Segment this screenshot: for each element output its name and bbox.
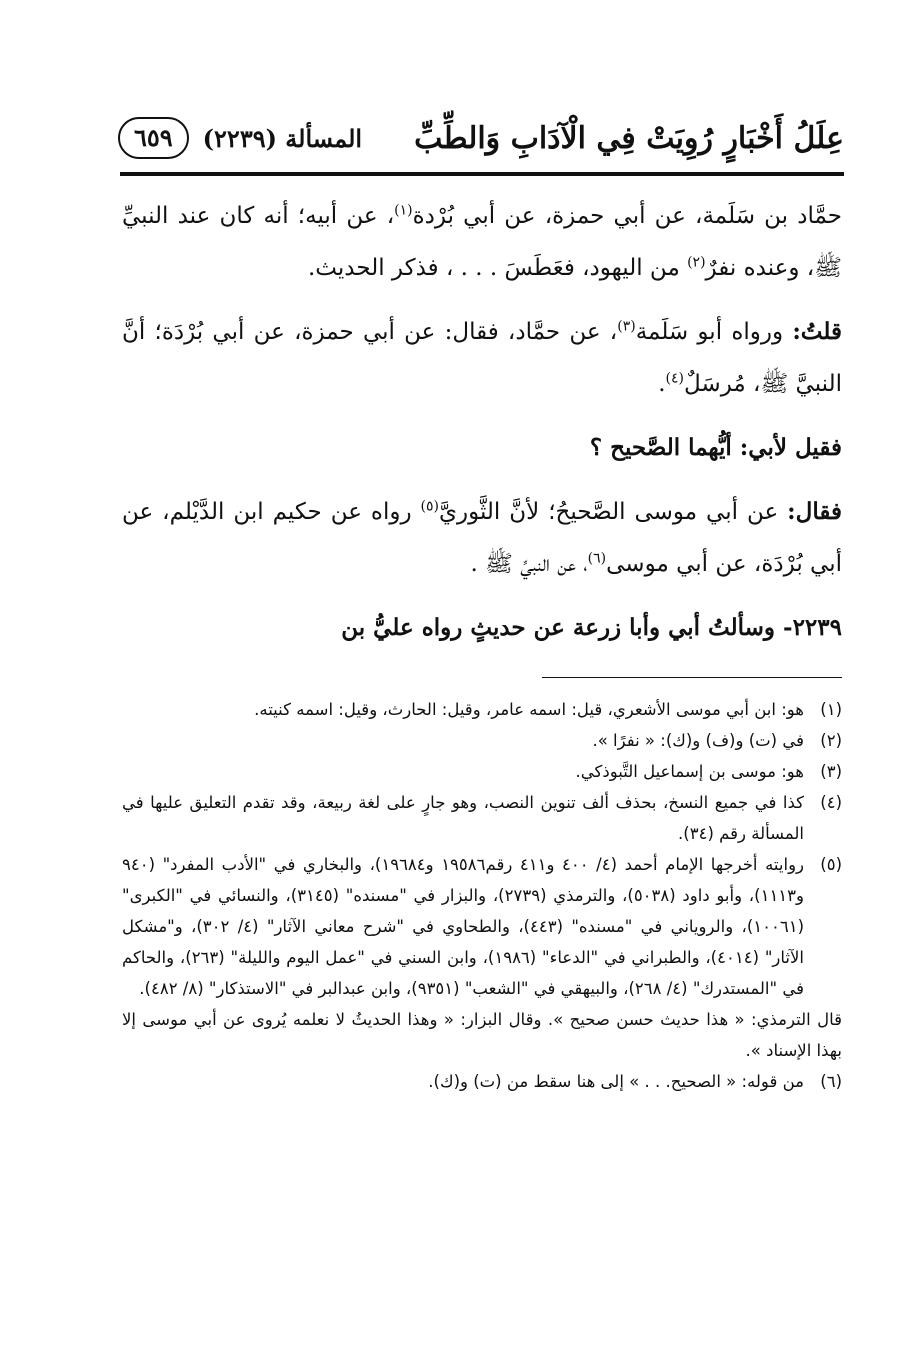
paragraph-author-note <box>122 306 842 410</box>
text-run: . <box>658 371 666 397</box>
footnote-5 <box>122 849 842 1004</box>
paragraph-answer <box>122 486 842 590</box>
footnote-6 <box>122 1066 842 1097</box>
footnote-text: كذا في جميع النسخ، بحذف ألف تنوين النصب، وهو جارٍ على لغة ربيعة، وقد تقدم التعليق عليها في المسألة رقم (٣٤). <box>122 793 804 843</box>
paragraph-next-entry <box>122 602 842 654</box>
text-run: ، عن أبيه؛ أنه كان عند النبيِّ ﷺ، وعنده نفرٌ <box>122 203 842 281</box>
footnote-number: (٦) <box>820 1072 842 1091</box>
footnote-ref: (١) <box>394 202 413 219</box>
footnote-text: في (ت) و(ف) و(ك): « نفرًا ». <box>592 731 804 750</box>
header-rule <box>120 172 844 176</box>
page-header <box>118 112 844 164</box>
lead-word: فقال: <box>787 498 842 525</box>
paragraph-isnad <box>122 190 842 294</box>
paragraph-question <box>122 422 842 474</box>
footnote-text: روايته أخرجها الإمام أحمد (٤/ ٤٠٠ و٤١١ رقم١٩٥٨٦ و١٩٦٨٤)، والبخاري في "الأدب المفرد" (٩٤٠ و١١١٣)، وأبو داود (٥٠٣٨)، والترمذي (٢٧٣٩)، والبزار في "مسنده" (٣١٤٥)، والنسائي في "الكبرى" (١٠٠٦١)، والروياني في "مسنده" (٤٤٣)، والطحاوي في "شرح معاني الآثار" (٤/ ٣٠٢)، و"مشكل الآثار" (٤٠١٤)، والطبراني في "الدعاء" (١٩٨٦)، وابن السني في "عمل اليوم والليلة" (٢٦٣)، والحاكم في "المستدرك" (٤/ ٢٦٨)، والبيهقي في "الشعب" (٩٣٥١)، وابن عبدالبر في "الاستذكار" (٨/ ٤٨٢). <box>122 855 805 998</box>
footnote-text: من قوله: « الصحيح. . . » إلى هنا سقط من (ت) و(ك). <box>428 1072 804 1091</box>
lead-word: قلتُ: <box>792 318 842 345</box>
footnote-ref: (٥) <box>420 498 439 515</box>
footnote-4 <box>122 787 842 849</box>
question-text: فقيل لأبي: أيُّهما الصَّحيح ؟ <box>589 434 842 461</box>
running-title: عِلَلُ أَخْبَارٍ رُوِيَتْ فِي الْآدَابِ وَالطِّبِّ <box>414 120 844 156</box>
footnote-number: (٥) <box>820 855 842 874</box>
footnote-ref: (٢) <box>687 254 706 271</box>
footnote-ref: (٦) <box>587 550 607 567</box>
footnote-number: (١) <box>820 700 842 719</box>
text-run: من اليهود، فعَطَسَ . . . ، فذكر الحديث. <box>308 255 688 281</box>
footnotes <box>122 694 842 1097</box>
page-number: ٦٥٩ <box>118 117 189 159</box>
text-run: ، عن حمَّاد، فقال: عن أبي حمزة، عن أبي بُرْدَة؛ أنَّ النبيَّ ﷺ، مُرسَلٌ <box>122 319 842 397</box>
entry-heading: ٢٢٣٩- وسألتُ أبي وأبا زرعة عن حديثٍ رواه عليُّ بن <box>341 614 842 641</box>
text-run: رواه عن حكيم ابن الدَّيْلم، عن أبي بُرْدَة، عن أبي موسى <box>122 499 842 577</box>
footnote-5-continuation: قال الترمذي: « هذا حديث حسن صحيح ». وقال البزار: « وهذا الحديثُ لا نعلمه يُروى عن أبي موسى إلا بهذا الإسناد ». <box>122 1010 842 1060</box>
text-run: ورواه أبو سَلَمة <box>635 319 793 345</box>
text-run: ، عن النبيِّ ﷺ . <box>470 551 588 577</box>
footnote-number: (٣) <box>820 762 842 781</box>
footnote-2 <box>122 725 842 756</box>
footnote-number: (٢) <box>820 731 842 750</box>
text-run: عن أبي موسى الصَّحيحُ؛ لأنَّ الثَّوريَّ <box>438 499 788 525</box>
footnote-text: هو: ابن أبي موسى الأشعري، قيل: اسمه عامر، وقيل: الحارث، وقيل: اسمه كنيته. <box>254 700 804 719</box>
footnote-1 <box>122 694 842 725</box>
footnote-3 <box>122 756 842 787</box>
footnote-ref: (٤) <box>665 370 685 387</box>
footnote-text: هو: موسى بن إسماعيل التَّبوذكي. <box>575 762 804 781</box>
footnote-separator <box>542 677 842 678</box>
text-run: حمَّاد بن سَلَمة، عن أبي حمزة، عن أبي بُرْدة <box>412 203 842 229</box>
footnote-ref: (٣) <box>617 318 636 335</box>
main-text <box>122 190 842 666</box>
issue-label: المسألة (٢٢٣٩) <box>202 123 363 153</box>
footnote-number: (٤) <box>820 793 842 812</box>
